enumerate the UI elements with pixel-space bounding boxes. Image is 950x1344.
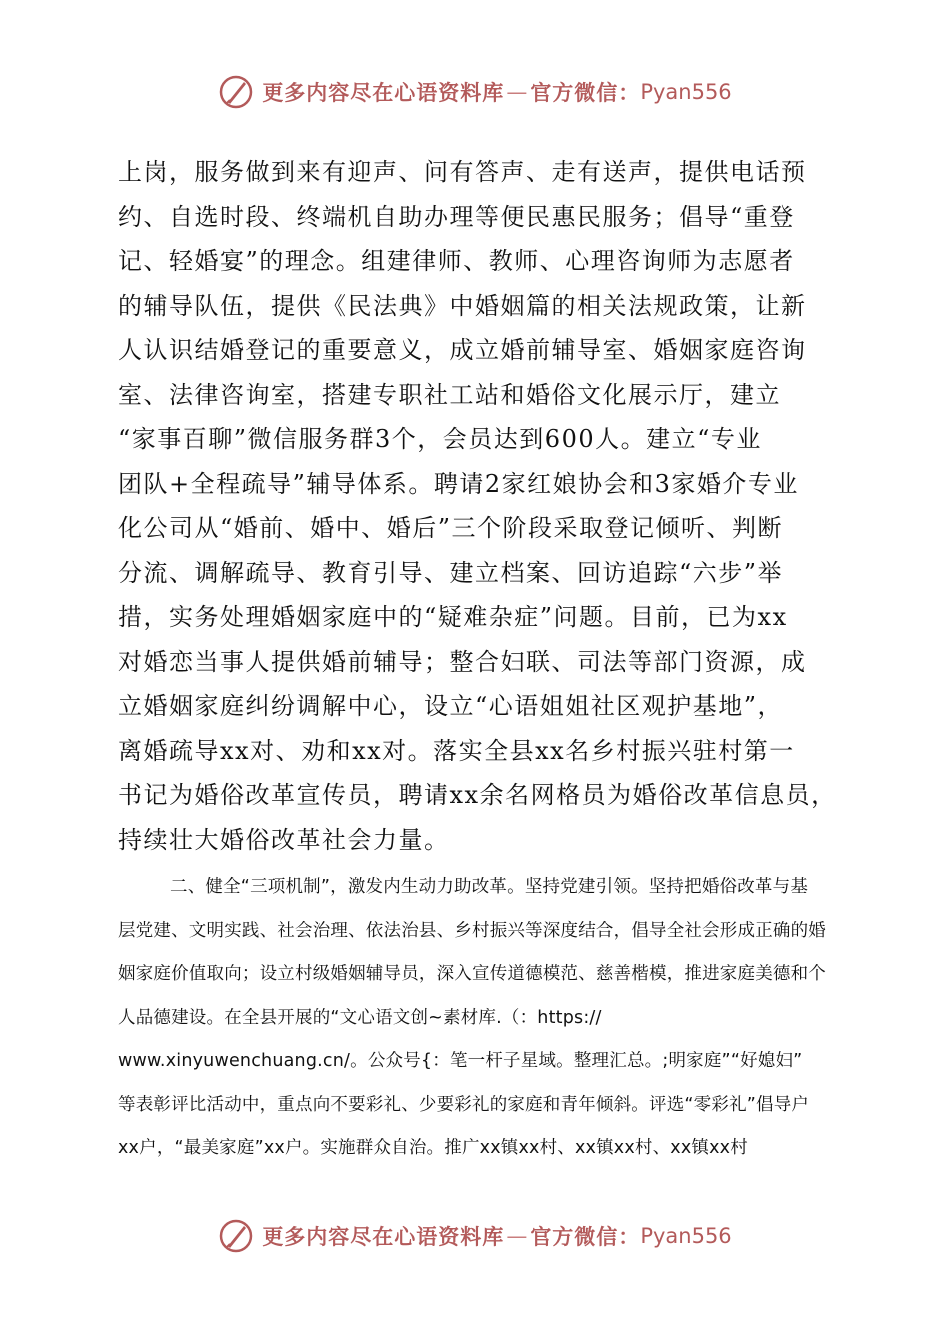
banner-wechat-id: Pyan556 (640, 80, 732, 104)
text-line: 措，实务处理婚姻家庭中的“疑难杂症”问题。目前，已为xx (118, 603, 788, 631)
text-line: 上岗，服务做到来有迎声、问有答声、走有送声，提供电话预 (118, 158, 807, 186)
banner-wechat-label: 官方微信： (530, 1225, 641, 1249)
section-two-paragraph (118, 866, 840, 1171)
quill-logo-icon (218, 1218, 254, 1254)
text-line: 对婚恋当事人提供婚前辅导；整合妇联、司法等部门资源，成 (118, 647, 807, 676)
text-line: 团队+全程疏导”辅导体系。聘请2家红娘协会和3家婚介专业 (118, 469, 799, 498)
text-line: “家事百聊”微信服务群3个，会员达到600人。建立“专业 (118, 425, 762, 453)
banner-separator: — (506, 1224, 529, 1248)
section-heading-line: 二、健全“三项机制”，激发内生动力助改革。坚持党建引领。坚持把婚俗改革与基 (170, 877, 809, 897)
text-line: www.xinyuwenchuang.cn/。公众号{：笔一杆子星域。整理汇总。;明家庭”“好媳妇” (118, 1051, 803, 1071)
text-line: 立婚姻家庭纠纷调解中心，设立“心语姐姐社区观护基地”， (118, 692, 784, 720)
text-line: xx户，“最美家庭”xx户。实施群众自治。推广xx镇xx村、xx镇xx村、xx镇xx村 (118, 1138, 748, 1158)
banner-wechat-id: Pyan556 (640, 1224, 732, 1248)
text-line: 室、法律咨询室，搭建专职社工站和婚俗文化展示厅，建立 (118, 380, 781, 409)
banner-separator: — (506, 80, 529, 104)
text-line: 持续壮大婚俗改革社会力量。 (118, 825, 450, 854)
banner-wechat-label: 官方微信： (530, 81, 641, 105)
text-line: 人认识结婚登记的重要意义，成立婚前辅导室、婚姻家庭咨询 (118, 336, 807, 364)
text-line: 离婚疏导xx对、劝和xx对。落实全县xx名乡村振兴驻村第一 (118, 736, 795, 765)
text-line: 的辅导队伍，提供《民法典》中婚姻篇的相关法规政策，让新 (118, 291, 807, 320)
text-line: 等表彰评比活动中，重点向不要彩礼、少要彩礼的家庭和青年倾斜。评选“零彩礼”倡导户 (118, 1094, 810, 1115)
text-line: 人品德建设。在全县开展的“文心语文创~素材库.（：https:// (118, 1007, 602, 1028)
quill-logo-icon (218, 74, 254, 110)
text-line: 层党建、文明实践、社会治理、依法治县、乡村振兴等深度结合，倡导全社会形成正确的婚 (118, 920, 826, 941)
text-line: 分流、调解疏导、教育引导、建立档案、回访追踪“六步”举 (118, 558, 784, 587)
text-line: 约、自选时段、终端机自助办理等便民惠民服务；倡导“重登 (118, 202, 795, 231)
banner-title: 更多内容尽在心语资料库 (262, 81, 505, 105)
text-line: 姻家庭价值取向；设立村级婚姻辅导员，深入宣传道德模范、慈善楷模，推进家庭美德和个 (118, 964, 826, 984)
header-watermark-banner (0, 72, 950, 112)
text-line: 化公司从“婚前、婚中、婚后”三个阶段采取登记倾听、判断 (118, 514, 784, 542)
text-line: 书记为婚俗改革宣传员，聘请xx余名网格员为婚俗改革信息员， (118, 781, 837, 809)
text-line: 记、轻婚宴”的理念。组建律师、教师、心理咨询师为志愿者 (118, 247, 795, 275)
footer-watermark-banner (0, 1216, 950, 1256)
main-paragraph (118, 150, 840, 862)
banner-title: 更多内容尽在心语资料库 (262, 1225, 505, 1249)
